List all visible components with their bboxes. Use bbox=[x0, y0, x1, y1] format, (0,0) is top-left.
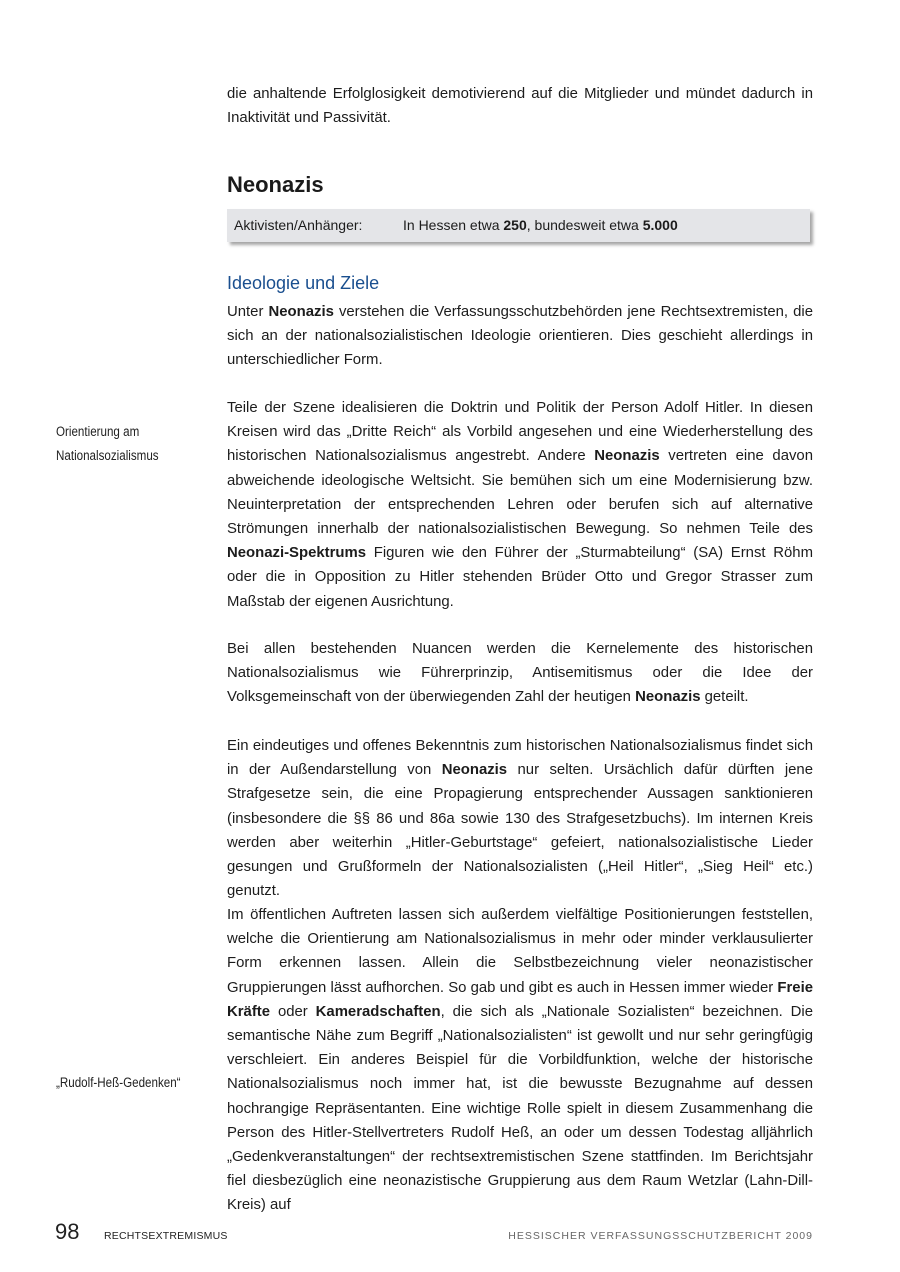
intro-text: die anhaltende Erfolglosigkeit demotivierend auf die Mitglieder und mündet dadurch in Inaktivität und Passivität. bbox=[227, 86, 813, 127]
intro-paragraph bbox=[227, 82, 813, 130]
paragraph-4 bbox=[227, 734, 813, 903]
footer-section: RECHTSEXTREMISMUS bbox=[104, 1230, 228, 1242]
info-value-text: In Hessen etwa bbox=[403, 217, 504, 233]
info-box-value bbox=[403, 209, 678, 242]
paragraph-3 bbox=[227, 637, 813, 710]
paragraph-text: Ein eindeutiges und offenes Bekenntnis zum historischen Nationalsozialismus findet sich in der Außendarstellung von Neonazis nur selten. Ursächlich dafür dürften jene Strafgesetze sein, die eine Propagierung entsprechender Aussagen sanktionieren (insbesondere die §§ 86 und 86a sowie 130 des Strafgesetzbuchs). Im internen Kreis werden aber weiterhin „Hitler-Geburtstage“ gefeiert, nationalsozialistische Lieder gesungen und Grußformeln der Nationalsozialisten („Heil Hitler“, „Sieg Heil“ etc.) genutzt. bbox=[227, 738, 813, 900]
subheading: Ideologie und Ziele bbox=[227, 273, 380, 293]
info-value-hessen: 250 bbox=[503, 217, 527, 233]
page-number: 98 bbox=[55, 1219, 80, 1244]
paragraph-text: Teile der Szene idealisieren die Doktrin und Politik der Person Adolf Hitler. In diesen Kreisen wird das „Dritte Reich“ als Vorbild angesehen und eine Wiederherstellung des historischen Nationalsozialismus angestrebt. Andere Neonazis vertreten eine davon abweichende ideologische Weltsicht. Sie bemühen sich um eine Modernisierung bzw. Neuinterpretation der entsprechenden Lehren oder berufen sich auf alternative Strömungen innerhalb der nationalsozialistischen Bewegung. So nehmen Teile des Neonazi-Spektrums Figuren wie den Führer der „Sturmabteilung“ (SA) Ernst Röhm oder die in Opposition zu Hitler stehenden Brüder Otto und Gregor Strasser zum Maßstab der eigenen Ausrichtung. bbox=[227, 400, 813, 610]
info-value-bund: 5.000 bbox=[642, 217, 678, 233]
paragraph-text: Unter Neonazis verstehen die Verfassungsschutzbehörden jene Rechtsextremisten, die sich an der nationalsozialistischen Ideologie orientieren. Dies geschieht allerdings in unterschiedlicher Form. bbox=[227, 304, 813, 369]
margin-note-hess: „Rudolf-Heß-Gedenken“ bbox=[56, 1075, 181, 1090]
info-value-text: , bundesweit etwa bbox=[526, 217, 643, 233]
margin-note-orientation: Orientierung am Nationalsozialismus bbox=[56, 424, 159, 464]
paragraph-5 bbox=[227, 903, 813, 1218]
paragraph-text: Bei allen bestehenden Nuancen werden die Kernelemente des historischen Nationalsozialismus wie Führerprinzip, Antisemitismus oder die Idee der Volksgemeinschaft von der überwiegenden Zahl der heutigen Neonazis geteilt. bbox=[227, 641, 813, 706]
section-title: Neonazis bbox=[227, 172, 324, 197]
info-box-label: Aktivisten/Anhänger: bbox=[234, 217, 363, 233]
info-box bbox=[227, 209, 810, 242]
paragraph-text: Im öffentlichen Auftreten lassen sich außerdem vielfältige Positionierungen feststellen, welche die Orientierung am Nationalsozialismus in mehr oder minder verklausulierter Form erkennen lassen. Allein die Selbstbezeichnung vieler neonazistischer Gruppierungen lässt aufhorchen. So gab und gibt es auch in Hessen immer wieder Freie Kräfte oder Kameradschaften, die sich als „Nationale Sozialisten“ bezeichnen. Die semantische Nähe zum Begriff „Nationalsozialisten“ ist gewollt und nur sehr geringfügig verschleiert. Ein anderes Beispiel für die Vorbildfunktion, welche der historische Nationalsozialismus noch immer hat, ist die bewusste Bezugnahme auf dessen hochrangige Repräsentanten. Eine wichtige Rolle spielt in diesem Zusammenhang die Person des Hitler-Stellvertreters Rudolf Heß, an oder um dessen Todestag alljährlich „Gedenkveranstaltungen“ der rechtsextremistischen Szene stattfinden. Im Berichtsjahr fiel diesbezüglich eine neonazistische Gruppierung aus dem Raum Wetzlar (Lahn-Dill-Kreis) auf bbox=[227, 907, 813, 1214]
footer-publication: HESSISCHER VERFASSUNGSSCHUTZBERICHT 2009 bbox=[508, 1230, 813, 1242]
paragraph-1 bbox=[227, 300, 813, 373]
paragraph-2 bbox=[227, 396, 813, 614]
